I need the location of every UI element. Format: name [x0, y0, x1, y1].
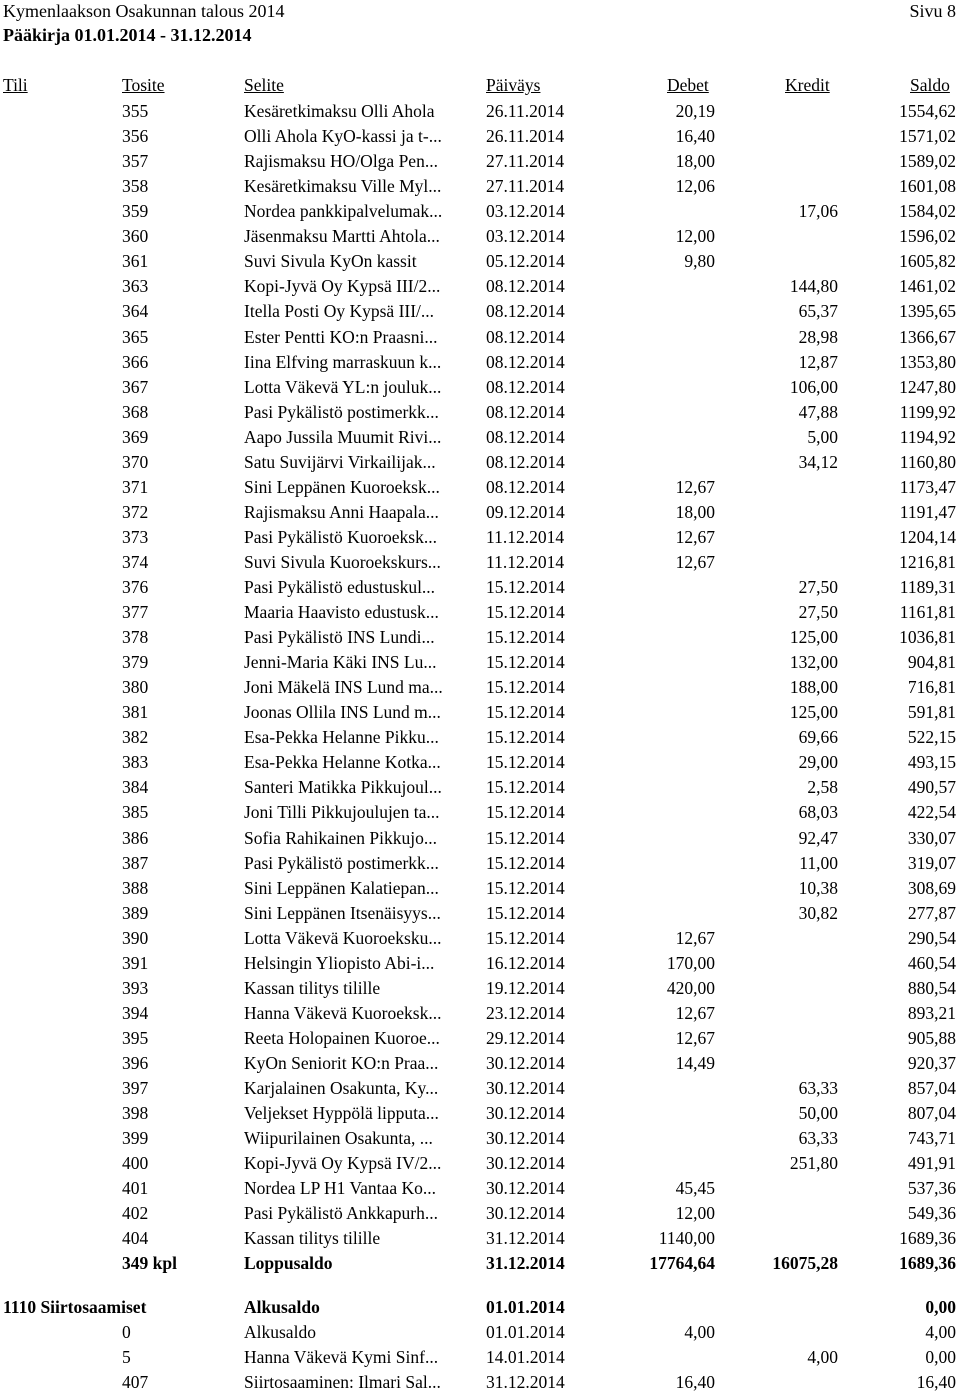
- cell-tosite: 355: [122, 101, 149, 121]
- cell-tosite: 374: [122, 551, 149, 572]
- cell-tosite: 386: [122, 827, 149, 848]
- cell-kredit: 17,06: [798, 201, 838, 222]
- cell-paivays: 15.12.2014: [486, 777, 565, 798]
- cell-saldo: 1584,02: [899, 201, 956, 222]
- cell-selite: Esa-Pekka Helanne Kotka...: [244, 752, 441, 773]
- cell-paivays: 27.11.2014: [486, 151, 565, 172]
- cell-selite: Wiipurilainen Osakunta, ...: [244, 1128, 433, 1148]
- cell-tosite: 385: [122, 802, 149, 823]
- cell-debet: 12,67: [675, 526, 715, 547]
- cell-saldo: 893,21: [907, 1002, 956, 1023]
- cell-saldo: 920,37: [907, 1052, 956, 1073]
- cell-saldo: 4,00: [925, 1322, 956, 1342]
- cell-debet: 12,67: [675, 927, 715, 948]
- cell-paivays: 30.12.2014: [486, 1078, 565, 1098]
- cell-paivays: 11.12.2014: [486, 551, 565, 572]
- cell-selite: Pasi Pykälistö INS Lundi...: [244, 627, 435, 648]
- cell-saldo: 308,69: [907, 877, 956, 898]
- cell-kredit: 28,98: [798, 326, 838, 347]
- cell-saldo: 880,54: [907, 977, 956, 998]
- cell-paivays: 08.12.2014: [486, 426, 565, 447]
- cell-saldo: 422,54: [907, 802, 956, 823]
- cell-tosite: 402: [122, 1203, 149, 1224]
- cell-paivays: 29.12.2014: [486, 1027, 565, 1048]
- cell-kredit: 5,00: [807, 426, 838, 447]
- cell-selite: Veljekset Hyppölä lipputa...: [244, 1103, 439, 1123]
- cell-kredit: 63,33: [798, 1128, 838, 1148]
- cell-tosite: 0: [122, 1322, 131, 1342]
- cell-debet: 18,00: [675, 501, 715, 522]
- cell-paivays: 15.12.2014: [486, 902, 565, 923]
- cell-tosite: 363: [122, 276, 149, 297]
- cell-selite: Alkusaldo: [244, 1322, 316, 1342]
- cell-selite: Kesäretkimaksu Olli Ahola: [244, 101, 435, 121]
- cell-selite: KyOn Seniorit KO:n Praa...: [244, 1052, 439, 1073]
- cell-selite: Satu Suvijärvi Virkailijak...: [244, 451, 436, 472]
- cell-paivays: 08.12.2014: [486, 276, 565, 297]
- cell-tosite: 387: [122, 852, 149, 873]
- cell-saldo: 904,81: [907, 652, 956, 673]
- cell-selite: Sini Leppänen Itsenäisyys...: [244, 902, 441, 923]
- cell-selite: Joonas Ollila INS Lund m...: [244, 702, 441, 723]
- cell-paivays: 30.12.2014: [486, 1052, 565, 1073]
- cell-tosite: 396: [122, 1052, 149, 1073]
- cell-selite: Jäsenmaksu Martti Ahtola...: [244, 226, 440, 247]
- cell-tosite: 391: [122, 952, 149, 973]
- cell-kredit: 144,80: [789, 276, 838, 297]
- cell-tosite: 369: [122, 426, 149, 447]
- cell-selite: Suvi Sivula KyOn kassit: [244, 251, 417, 272]
- cell-paivays: 05.12.2014: [486, 251, 565, 272]
- cell-tosite: 380: [122, 677, 149, 698]
- cell-paivays: 08.12.2014: [486, 376, 565, 397]
- col-header-tili: Tili: [3, 75, 28, 95]
- cell-selite: Lotta Väkevä Kuoroeksku...: [244, 927, 442, 948]
- account-name: 1110 Siirtosaamiset: [3, 1297, 147, 1317]
- cell-selite: Reeta Holopainen Kuoroe...: [244, 1027, 440, 1048]
- cell-paivays: 30.12.2014: [486, 1153, 565, 1174]
- cell-tosite: 370: [122, 451, 149, 472]
- cell-paivays: 30.12.2014: [486, 1128, 565, 1148]
- cell-saldo: 716,81: [907, 677, 956, 698]
- cell-saldo: 1353,80: [899, 351, 956, 372]
- cell-tosite: 394: [122, 1002, 149, 1023]
- cell-paivays: 15.12.2014: [486, 727, 565, 748]
- cell-paivays: 30.12.2014: [486, 1178, 565, 1199]
- cell-selite: Loppusaldo: [244, 1253, 333, 1274]
- cell-selite: Kassan tilitys tilille: [244, 977, 381, 998]
- cell-saldo: 319,07: [907, 852, 956, 873]
- cell-tosite: 388: [122, 877, 149, 898]
- cell-paivays: 11.12.2014: [486, 526, 565, 547]
- cell-paivays: 16.12.2014: [486, 952, 565, 973]
- cell-tosite: 378: [122, 627, 149, 648]
- cell-tosite: 384: [122, 777, 149, 798]
- cell-tosite: 399: [122, 1128, 149, 1148]
- cell-saldo: 537,36: [907, 1178, 956, 1199]
- cell-saldo: 743,71: [907, 1128, 956, 1148]
- cell-tosite: 401: [122, 1178, 149, 1199]
- cell-paivays: 03.12.2014: [486, 226, 565, 247]
- cell-kredit: 10,38: [798, 877, 838, 898]
- cell-saldo: 522,15: [907, 727, 956, 748]
- cell-saldo: 1160,80: [899, 451, 956, 472]
- cell-selite: Pasi Pykälistö Kuoroeksk...: [244, 526, 437, 547]
- cell-tosite: 372: [122, 501, 149, 522]
- cell-selite: Pasi Pykälistö postimerkk...: [244, 401, 439, 422]
- cell-kredit: 16075,28: [772, 1253, 838, 1274]
- cell-debet: 18,00: [675, 151, 715, 172]
- cell-kredit: 2,58: [807, 777, 838, 798]
- cell-tosite: 5: [122, 1347, 131, 1367]
- cell-saldo: 1589,02: [899, 151, 956, 172]
- cell-saldo: 1036,81: [899, 627, 956, 648]
- cell-debet: 14,49: [675, 1052, 715, 1073]
- cell-paivays: 08.12.2014: [486, 401, 565, 422]
- cell-tosite: 400: [122, 1153, 149, 1174]
- cell-paivays: 30.12.2014: [486, 1203, 565, 1224]
- cell-paivays: 08.12.2014: [486, 301, 565, 322]
- cell-debet: 1140,00: [658, 1228, 715, 1249]
- cell-paivays: 15.12.2014: [486, 827, 565, 848]
- cell-paivays: 08.12.2014: [486, 351, 565, 372]
- cell-paivays: 31.12.2014: [486, 1228, 565, 1249]
- cell-saldo: 1554,62: [899, 101, 956, 121]
- cell-saldo: 1605,82: [899, 251, 956, 272]
- cell-selite: Karjalainen Osakunta, Ky...: [244, 1078, 439, 1098]
- cell-kredit: 30,82: [798, 902, 838, 923]
- cell-tosite: 395: [122, 1027, 149, 1048]
- cell-selite: Kesäretkimaksu Ville Myl...: [244, 176, 442, 197]
- cell-selite: Sini Leppänen Kalatiepan...: [244, 877, 439, 898]
- cell-kredit: 92,47: [798, 827, 838, 848]
- cell-saldo: 1689,36: [899, 1253, 956, 1274]
- cell-paivays: 27.11.2014: [486, 176, 565, 197]
- cell-paivays: 30.12.2014: [486, 1103, 565, 1123]
- cell-saldo: 1189,31: [899, 577, 956, 597]
- cell-kredit: 34,12: [798, 451, 838, 472]
- cell-selite: Pasi Pykälistö postimerkk...: [244, 852, 439, 873]
- cell-tosite: 390: [122, 927, 149, 948]
- col-header-tosite: Tosite: [122, 75, 165, 95]
- report-title: Kymenlaakson Osakunnan talous 2014: [3, 1, 285, 21]
- cell-selite: Kopi-Jyvä Oy Kypsä IV/2...: [244, 1153, 442, 1174]
- cell-saldo: 1216,81: [899, 551, 956, 572]
- cell-saldo: 591,81: [907, 702, 956, 723]
- cell-paivays: 08.12.2014: [486, 326, 565, 347]
- cell-kredit: 188,00: [789, 677, 838, 698]
- cell-saldo: 491,91: [907, 1153, 956, 1174]
- cell-selite: Esa-Pekka Helanne Pikku...: [244, 727, 439, 748]
- cell-selite: Sofia Rahikainen Pikkujo...: [244, 827, 437, 848]
- cell-saldo: 1366,67: [899, 326, 956, 347]
- cell-debet: 12,67: [675, 1002, 715, 1023]
- cell-selite: Alkusaldo: [244, 1297, 320, 1317]
- cell-tosite: 361: [122, 251, 149, 272]
- cell-saldo: 1596,02: [899, 226, 956, 247]
- cell-debet: 17764,64: [649, 1253, 715, 1274]
- cell-kredit: 65,37: [798, 301, 838, 322]
- cell-kredit: 63,33: [798, 1078, 838, 1098]
- cell-paivays: 09.12.2014: [486, 501, 565, 522]
- cell-saldo: 1247,80: [899, 376, 956, 397]
- cell-kredit: 11,00: [799, 852, 838, 873]
- cell-paivays: 08.12.2014: [486, 451, 565, 472]
- cell-saldo: 16,40: [916, 1372, 956, 1393]
- cell-paivays: 01.01.2014: [486, 1322, 565, 1342]
- page-number: Sivu 8: [909, 1, 956, 21]
- cell-selite: Sini Leppänen Kuoroeksk...: [244, 476, 440, 497]
- cell-debet: 4,00: [684, 1322, 715, 1342]
- cell-selite: Pasi Pykälistö Ankkapurh...: [244, 1203, 438, 1224]
- cell-tosite: 407: [122, 1372, 149, 1393]
- cell-debet: 45,45: [675, 1178, 715, 1199]
- cell-tosite: 376: [122, 577, 149, 597]
- cell-saldo: 290,54: [907, 927, 956, 948]
- cell-paivays: 15.12.2014: [486, 702, 565, 723]
- cell-tosite: 389: [122, 902, 149, 923]
- cell-debet: 420,00: [666, 977, 715, 998]
- col-header-saldo: Saldo: [910, 75, 950, 95]
- cell-paivays: 23.12.2014: [486, 1002, 565, 1023]
- cell-kredit: 12,87: [798, 351, 838, 372]
- cell-saldo: 490,57: [907, 777, 956, 798]
- cell-saldo: 1199,92: [899, 401, 956, 422]
- cell-selite: Ester Pentti KO:n Praasni...: [244, 326, 438, 347]
- cell-tosite: 356: [122, 126, 149, 146]
- col-header-debet: Debet: [667, 75, 709, 95]
- cell-saldo: 1689,36: [899, 1228, 956, 1249]
- cell-tosite: 360: [122, 226, 149, 247]
- cell-debet: 12,67: [675, 551, 715, 572]
- cell-selite: Iina Elfving marraskuun k...: [244, 351, 442, 372]
- cell-selite: Suvi Sivula Kuoroekskurs...: [244, 551, 441, 572]
- cell-saldo: 905,88: [907, 1027, 956, 1048]
- cell-selite: Nordea LP H1 Vantaa Ko...: [244, 1178, 436, 1199]
- cell-kredit: 27,50: [798, 577, 838, 597]
- cell-saldo: 0,00: [925, 1347, 956, 1367]
- cell-tosite: 398: [122, 1103, 149, 1123]
- cell-tosite: 359: [122, 201, 149, 222]
- cell-paivays: 31.12.2014: [486, 1372, 565, 1393]
- cell-debet: 12,00: [675, 1203, 715, 1224]
- cell-debet: 12,67: [675, 1027, 715, 1048]
- col-header-selite: Selite: [244, 75, 284, 95]
- cell-tosite: 358: [122, 176, 149, 197]
- cell-debet: 16,40: [675, 126, 715, 146]
- cell-tosite: 357: [122, 151, 149, 172]
- cell-tosite: 368: [122, 401, 149, 422]
- cell-saldo: 1571,02: [899, 126, 956, 146]
- cell-paivays: 26.11.2014: [486, 101, 565, 121]
- cell-selite: Santeri Matikka Pikkujoul...: [244, 777, 442, 798]
- cell-paivays: 14.01.2014: [486, 1347, 565, 1367]
- cell-selite: Helsingin Yliopisto Abi-i...: [244, 952, 435, 973]
- cell-paivays: 15.12.2014: [486, 677, 565, 698]
- cell-kredit: 47,88: [798, 401, 838, 422]
- cell-kredit: 50,00: [798, 1103, 838, 1123]
- cell-saldo: 1194,92: [899, 426, 956, 447]
- cell-selite: Joni Tilli Pikkujoulujen ta...: [244, 802, 440, 823]
- cell-saldo: 1191,47: [899, 501, 956, 522]
- cell-selite: Hanna Väkevä Kuoroeksk...: [244, 1002, 442, 1023]
- cell-tosite: 367: [122, 376, 149, 397]
- cell-selite: Kopi-Jyvä Oy Kypsä III/2...: [244, 276, 441, 297]
- cell-selite: Siirtosaaminen: Ilmari Sal...: [244, 1372, 441, 1393]
- cell-tosite: 371: [122, 476, 149, 497]
- cell-kredit: 27,50: [798, 602, 838, 622]
- cell-paivays: 15.12.2014: [486, 802, 565, 823]
- cell-tosite: 365: [122, 326, 149, 347]
- cell-selite: Olli Ahola KyO-kassi ja t-...: [244, 126, 442, 146]
- cell-tosite: 377: [122, 602, 149, 622]
- cell-saldo: 330,07: [907, 827, 956, 848]
- cell-paivays: 15.12.2014: [486, 752, 565, 773]
- cell-tosite: 383: [122, 752, 149, 773]
- cell-tosite: 382: [122, 727, 149, 748]
- cell-kredit: 125,00: [789, 702, 838, 723]
- cell-tosite: 379: [122, 652, 149, 673]
- cell-debet: 16,40: [675, 1372, 715, 1393]
- cell-debet: 12,67: [675, 476, 715, 497]
- cell-debet: 170,00: [666, 952, 715, 973]
- cell-saldo: 1395,65: [899, 301, 956, 322]
- cell-saldo: 1461,02: [899, 276, 956, 297]
- cell-tosite: 404: [122, 1228, 149, 1249]
- cell-selite: Hanna Väkevä Kymi Sinf...: [244, 1347, 439, 1367]
- cell-paivays: 31.12.2014: [486, 1253, 565, 1274]
- cell-saldo: 1173,47: [899, 476, 956, 497]
- cell-selite: Nordea pankkipalvelumak...: [244, 201, 443, 222]
- cell-saldo: 549,36: [907, 1203, 956, 1224]
- cell-debet: 12,00: [675, 226, 715, 247]
- cell-saldo: 460,54: [907, 952, 956, 973]
- cell-selite: Lotta Väkevä YL:n jouluk...: [244, 376, 442, 397]
- cell-tosite: 397: [122, 1078, 149, 1098]
- cell-kredit: 125,00: [789, 627, 838, 648]
- cell-selite: Itella Posti Oy Kypsä III/...: [244, 301, 435, 322]
- cell-saldo: 1601,08: [899, 176, 956, 197]
- cell-selite: Rajismaksu Anni Haapala...: [244, 501, 439, 522]
- cell-saldo: 493,15: [907, 752, 956, 773]
- cell-selite: Joni Mäkelä INS Lund ma...: [244, 677, 443, 698]
- cell-tosite: 366: [122, 351, 149, 372]
- cell-paivays: 15.12.2014: [486, 927, 565, 948]
- cell-paivays: 15.12.2014: [486, 852, 565, 873]
- cell-saldo: 0,00: [925, 1297, 956, 1317]
- cell-saldo: 807,04: [907, 1103, 956, 1123]
- cell-tosite: 393: [122, 977, 149, 998]
- cell-kredit: 68,03: [798, 802, 838, 823]
- report-subtitle: Pääkirja 01.01.2014 - 31.12.2014: [3, 25, 252, 45]
- cell-tosite: 364: [122, 301, 149, 322]
- cell-paivays: 15.12.2014: [486, 627, 565, 648]
- col-header-paivays: Päiväys: [486, 75, 541, 95]
- cell-tosite: 373: [122, 526, 149, 547]
- cell-paivays: 01.01.2014: [486, 1297, 565, 1317]
- cell-paivays: 08.12.2014: [486, 476, 565, 497]
- cell-saldo: 1204,14: [899, 526, 956, 547]
- cell-selite: Jenni-Maria Käki INS Lu...: [244, 652, 437, 673]
- cell-kredit: 106,00: [789, 376, 838, 397]
- cell-kredit: 132,00: [789, 652, 838, 673]
- cell-kredit: 69,66: [798, 727, 838, 748]
- cell-kredit: 29,00: [798, 752, 838, 773]
- cell-paivays: 15.12.2014: [486, 602, 565, 622]
- cell-selite: Maaria Haavisto edustusk...: [244, 602, 439, 622]
- cell-paivays: 15.12.2014: [486, 577, 565, 597]
- cell-saldo: 1161,81: [899, 602, 956, 622]
- cell-kredit: 4,00: [807, 1347, 838, 1367]
- cell-selite: Aapo Jussila Muumit Rivi...: [244, 426, 442, 447]
- cell-debet: 9,80: [684, 251, 715, 272]
- cell-selite: Pasi Pykälistö edustuskul...: [244, 577, 436, 597]
- cell-kredit: 251,80: [789, 1153, 838, 1174]
- col-header-kredit: Kredit: [785, 75, 830, 95]
- cell-selite: Rajismaksu HO/Olga Pen...: [244, 151, 438, 172]
- cell-paivays: 15.12.2014: [486, 652, 565, 673]
- cell-debet: 12,06: [675, 176, 715, 197]
- cell-saldo: 857,04: [907, 1078, 956, 1098]
- cell-paivays: 26.11.2014: [486, 126, 565, 146]
- cell-debet: 20,19: [675, 101, 715, 121]
- cell-tosite: 381: [122, 702, 149, 723]
- cell-paivays: 03.12.2014: [486, 201, 565, 222]
- cell-saldo: 277,87: [907, 902, 956, 923]
- cell-paivays: 19.12.2014: [486, 977, 565, 998]
- cell-tosite: 349 kpl: [122, 1253, 177, 1274]
- cell-selite: Kassan tilitys tilille: [244, 1228, 381, 1249]
- cell-paivays: 15.12.2014: [486, 877, 565, 898]
